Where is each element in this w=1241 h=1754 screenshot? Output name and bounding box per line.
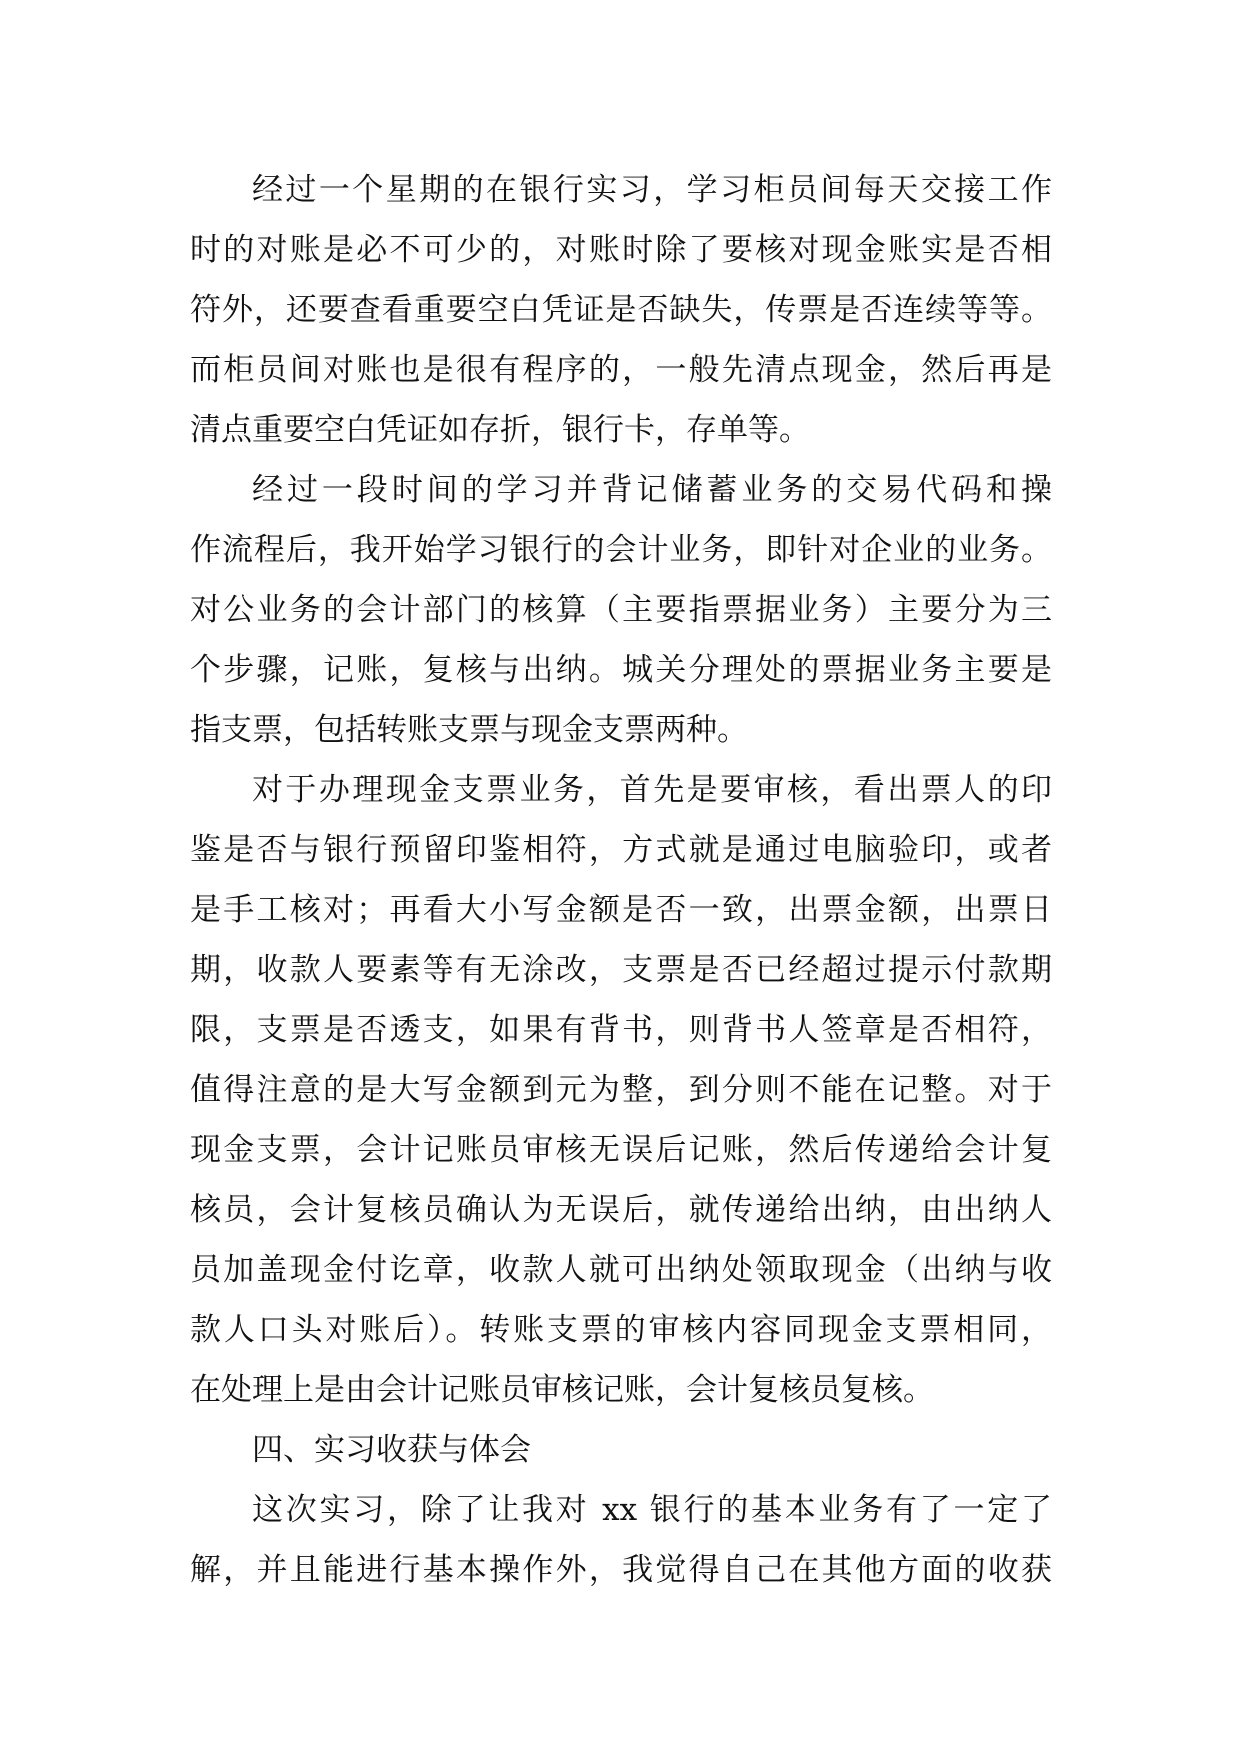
heading-text: 四、实习收获与体会: [252, 1432, 531, 1468]
text-line: 现金支票，会计记账员审核无误后记账，然后传递给会计复: [190, 1132, 1052, 1168]
text-line: 指支票，包括转账支票与现金支票两种。: [190, 712, 748, 748]
paragraph-1: [190, 160, 1052, 460]
text-line: 限，支票是否透支，如果有背书，则背书人签章是否相符，: [190, 1012, 1052, 1048]
text-line: 核员，会计复核员确认为无误后，就传递给出纳，由出纳人: [190, 1192, 1052, 1228]
document-body: [190, 160, 1052, 1600]
text-line: 对于办理现金支票业务，首先是要审核，看出票人的印: [252, 772, 1052, 808]
text-line: 款人口头对账后）。转账支票的审核内容同现金支票相同，: [190, 1312, 1052, 1348]
text-line: 作流程后，我开始学习银行的会计业务，即针对企业的业务。: [190, 532, 1052, 568]
text-line: 符外，还要查看重要空白凭证是否缺失，传票是否连续等等。: [190, 292, 1052, 328]
text-line: 个步骤，记账，复核与出纳。城关分理处的票据业务主要是: [190, 652, 1052, 688]
text-line: 是手工核对；再看大小写金额是否一致，出票金额，出票日: [190, 892, 1052, 928]
text-line: 对公业务的会计部门的核算（主要指票据业务）主要分为三: [190, 592, 1052, 628]
text-line: 经过一个星期的在银行实习，学习柜员间每天交接工作: [252, 172, 1052, 208]
text-line: 解，并且能进行基本操作外，我觉得自己在其他方面的收获: [190, 1552, 1052, 1588]
text-line: 在处理上是由会计记账员审核记账，会计复核员复核。: [190, 1372, 934, 1408]
text-line: 时的对账是必不可少的，对账时除了要核对现金账实是否相: [190, 232, 1052, 268]
text-line: 清点重要空白凭证如存折，银行卡，存单等。: [190, 412, 810, 448]
text-line: 经过一段时间的学习并背记储蓄业务的交易代码和操: [252, 472, 1052, 508]
text-line: 值得注意的是大写金额到元为整，到分则不能在记整。对于: [190, 1072, 1052, 1108]
paragraph-2: [190, 460, 1052, 760]
paragraph-5: [190, 1480, 1052, 1600]
text-line: 这次实习，除了让我对 xx 银行的基本业务有了一定了: [252, 1492, 1052, 1528]
section-heading: [190, 1420, 1052, 1480]
text-line: 员加盖现金付讫章，收款人就可出纳处领取现金（出纳与收: [190, 1252, 1052, 1288]
text-line: 鉴是否与银行预留印鉴相符，方式就是通过电脑验印，或者: [190, 832, 1052, 868]
paragraph-3: [190, 760, 1052, 1420]
text-line: 而柜员间对账也是很有程序的，一般先清点现金，然后再是: [190, 352, 1052, 388]
text-line: 期，收款人要素等有无涂改，支票是否已经超过提示付款期: [190, 952, 1052, 988]
